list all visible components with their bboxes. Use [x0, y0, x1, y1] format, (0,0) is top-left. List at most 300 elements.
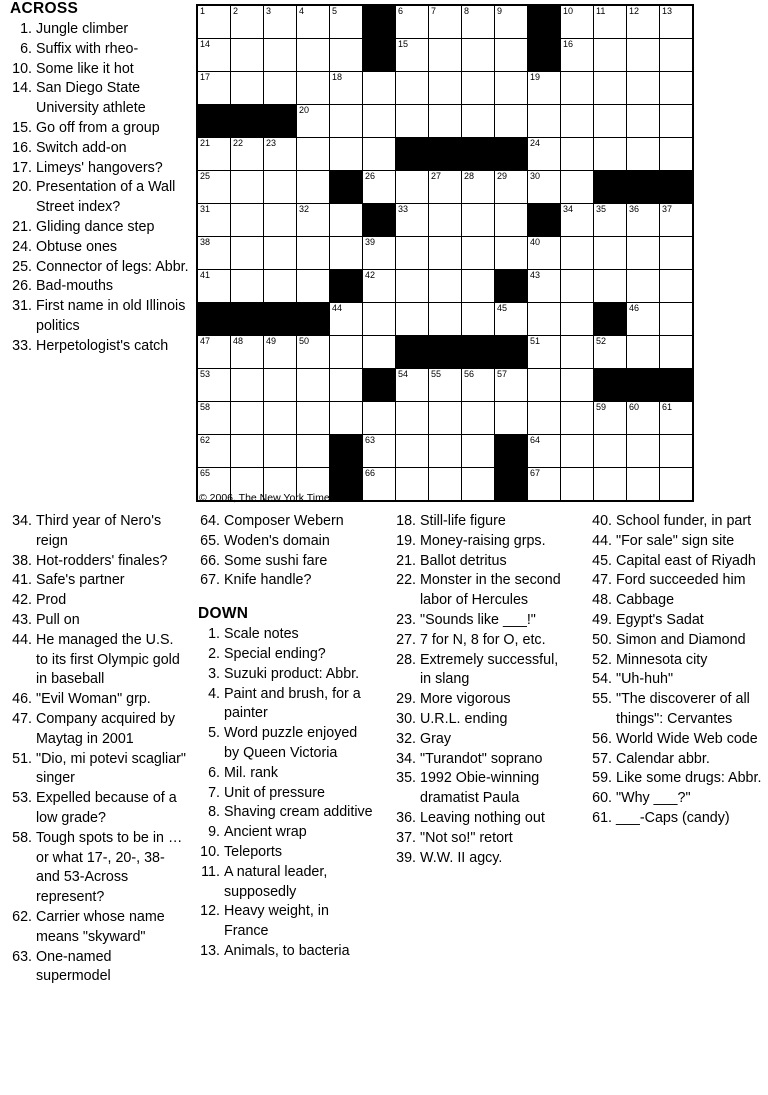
grid-cell[interactable]: [528, 303, 561, 336]
grid-cell[interactable]: [264, 270, 297, 303]
clue-item[interactable]: [196, 532, 374, 552]
grid-cell-block: [660, 369, 694, 402]
clue-item[interactable]: [588, 512, 763, 532]
clue-text: Suffix with rheo-: [36, 40, 139, 57]
clue-item[interactable]: [8, 611, 186, 631]
clue-text: Egypt's Sadat: [616, 611, 704, 628]
grid-cell[interactable]: [594, 237, 627, 270]
grid-cell-block: [264, 303, 297, 336]
grid-cell[interactable]: [495, 39, 528, 72]
grid-cell[interactable]: [197, 72, 231, 105]
grid-cell[interactable]: [330, 39, 363, 72]
grid-cell[interactable]: [627, 402, 660, 435]
grid-cell[interactable]: [627, 39, 660, 72]
clue-text: Still-life figure: [420, 513, 506, 529]
clue-item[interactable]: [392, 532, 570, 552]
grid-cell-block: [627, 171, 660, 204]
grid-cell[interactable]: [363, 270, 396, 303]
grid-cell[interactable]: [462, 72, 495, 105]
clue-item[interactable]: [588, 809, 763, 829]
across-clue-list-part3: [196, 512, 374, 591]
clue-item[interactable]: [8, 750, 186, 790]
clue-item[interactable]: [588, 591, 763, 611]
grid-cell[interactable]: [197, 204, 231, 237]
grid-cell[interactable]: [297, 369, 330, 402]
clue-item[interactable]: [196, 724, 374, 764]
grid-cell[interactable]: [660, 270, 694, 303]
clue-number: 41.: [12, 572, 32, 589]
grid-cell[interactable]: [594, 270, 627, 303]
grid-cell[interactable]: [197, 39, 231, 72]
clue-item[interactable]: [8, 119, 194, 139]
clue-item[interactable]: [392, 611, 570, 631]
down-clue-list-part1: [196, 625, 374, 962]
grid-cell[interactable]: [627, 303, 660, 336]
grid-cell[interactable]: [396, 5, 429, 39]
clue-item[interactable]: [8, 20, 194, 40]
clue-number: 3.: [208, 665, 220, 682]
clue-text: Scale notes: [224, 626, 299, 643]
grid-cell[interactable]: [561, 171, 594, 204]
clue-item[interactable]: [196, 764, 374, 784]
grid-cell[interactable]: [561, 435, 594, 468]
grid-cell[interactable]: [462, 237, 495, 270]
grid-cell[interactable]: [429, 72, 462, 105]
clue-text: 1992 Obie-winning dramatist Paula: [420, 770, 540, 807]
grid-cell[interactable]: [594, 468, 627, 502]
grid-cell[interactable]: [495, 369, 528, 402]
grid-cell[interactable]: [528, 237, 561, 270]
grid-cell[interactable]: [297, 270, 330, 303]
grid-cell[interactable]: [264, 369, 297, 402]
grid-cell[interactable]: [627, 468, 660, 502]
grid-cell[interactable]: [396, 171, 429, 204]
clue-item[interactable]: [8, 178, 194, 218]
grid-cell[interactable]: [330, 402, 363, 435]
grid-cell[interactable]: [528, 72, 561, 105]
clue-item[interactable]: [8, 591, 186, 611]
grid-cell[interactable]: [660, 435, 694, 468]
clue-item[interactable]: [392, 809, 570, 829]
grid-cell[interactable]: [396, 270, 429, 303]
grid-cell[interactable]: [264, 435, 297, 468]
across-clue-list-part2: [8, 512, 186, 987]
grid-cell[interactable]: [429, 5, 462, 39]
clue-item[interactable]: [196, 512, 374, 532]
grid-cell-block: [528, 204, 561, 237]
grid-cell[interactable]: [330, 72, 363, 105]
grid-cell[interactable]: [197, 171, 231, 204]
grid-cell[interactable]: [264, 138, 297, 171]
clue-item[interactable]: [196, 823, 374, 843]
grid-cell[interactable]: [330, 138, 363, 171]
clue-item[interactable]: [196, 863, 374, 903]
clue-item[interactable]: [392, 750, 570, 770]
grid-cell[interactable]: [231, 138, 264, 171]
grid-cell[interactable]: [660, 336, 694, 369]
clue-number: 22.: [396, 572, 416, 589]
clue-item[interactable]: [196, 902, 374, 942]
clue-item[interactable]: [8, 218, 194, 238]
clue-item[interactable]: [8, 60, 194, 80]
grid-cell[interactable]: [627, 5, 660, 39]
grid-cell[interactable]: [396, 402, 429, 435]
grid-cell[interactable]: [197, 369, 231, 402]
grid-cell[interactable]: [594, 204, 627, 237]
clue-item[interactable]: [392, 552, 570, 572]
grid-cell[interactable]: [429, 39, 462, 72]
clue-item[interactable]: [588, 631, 763, 651]
grid-cell[interactable]: [297, 5, 330, 39]
grid-cell[interactable]: [462, 5, 495, 39]
clue-item[interactable]: [392, 571, 570, 611]
clue-item[interactable]: [588, 651, 763, 671]
grid-cell[interactable]: [528, 435, 561, 468]
clue-item[interactable]: [8, 512, 186, 552]
clue-item[interactable]: [196, 843, 374, 863]
clue-item[interactable]: [8, 948, 186, 988]
clue-item[interactable]: [588, 532, 763, 552]
grid-cell[interactable]: [264, 237, 297, 270]
grid-cell[interactable]: [495, 105, 528, 138]
grid-cell[interactable]: [264, 39, 297, 72]
grid-cell[interactable]: [363, 237, 396, 270]
grid-cell[interactable]: [396, 237, 429, 270]
grid-cell[interactable]: [561, 336, 594, 369]
grid-cell[interactable]: [495, 237, 528, 270]
clue-item[interactable]: [392, 631, 570, 651]
grid-cell[interactable]: [297, 39, 330, 72]
grid-cell[interactable]: [462, 270, 495, 303]
clue-item[interactable]: [8, 159, 194, 179]
grid-cell-number: 37: [662, 204, 673, 214]
grid-cell[interactable]: [330, 303, 363, 336]
grid-cell-number: 17: [200, 72, 211, 82]
grid-cell[interactable]: [197, 435, 231, 468]
clue-item[interactable]: [392, 730, 570, 750]
grid-cell[interactable]: [429, 402, 462, 435]
crossword-grid[interactable]: [196, 4, 694, 502]
clue-item[interactable]: [8, 552, 186, 572]
grid-cell[interactable]: [363, 435, 396, 468]
grid-cell[interactable]: [264, 402, 297, 435]
clue-item[interactable]: [392, 512, 570, 532]
grid-cell[interactable]: [197, 237, 231, 270]
grid-cell[interactable]: [231, 171, 264, 204]
grid-cell[interactable]: [660, 39, 694, 72]
clue-item[interactable]: [8, 258, 194, 278]
grid-cell[interactable]: [627, 105, 660, 138]
grid-cell[interactable]: [627, 204, 660, 237]
grid-cell-block: [660, 171, 694, 204]
clue-item[interactable]: [588, 769, 763, 789]
grid-cell[interactable]: [462, 369, 495, 402]
clue-item[interactable]: [8, 710, 186, 750]
clue-item[interactable]: [392, 690, 570, 710]
grid-cell[interactable]: [363, 402, 396, 435]
grid-cell[interactable]: [330, 237, 363, 270]
grid-cell[interactable]: [363, 105, 396, 138]
grid-cell[interactable]: [231, 402, 264, 435]
grid-cell[interactable]: [231, 435, 264, 468]
clue-item[interactable]: [8, 908, 186, 948]
clue-item[interactable]: [588, 611, 763, 631]
copyright-notice: © 2006, The New York Times: [199, 492, 335, 504]
clue-item[interactable]: [196, 625, 374, 645]
clue-item[interactable]: [196, 784, 374, 804]
grid-cell[interactable]: [660, 204, 694, 237]
grid-cell[interactable]: [594, 72, 627, 105]
clue-number: 6.: [20, 40, 32, 57]
clue-text: "Turandot" soprano: [420, 750, 543, 767]
grid-cell[interactable]: [396, 435, 429, 468]
grid-cell-block: [495, 435, 528, 468]
clue-number: 7.: [208, 784, 220, 801]
clue-item[interactable]: [8, 238, 194, 258]
grid-cell[interactable]: [197, 270, 231, 303]
grid-cell[interactable]: [231, 5, 264, 39]
grid-cell[interactable]: [561, 270, 594, 303]
clue-item[interactable]: [8, 139, 194, 159]
grid-cell[interactable]: [660, 402, 694, 435]
grid-cell[interactable]: [495, 171, 528, 204]
grid-cell[interactable]: [297, 72, 330, 105]
grid-cell[interactable]: [528, 369, 561, 402]
grid-cell[interactable]: [231, 204, 264, 237]
grid-cell[interactable]: [363, 72, 396, 105]
grid-cell[interactable]: [297, 237, 330, 270]
clue-item[interactable]: [8, 337, 194, 357]
grid-cell[interactable]: [231, 270, 264, 303]
grid-cell[interactable]: [297, 402, 330, 435]
grid-cell-number: 7: [431, 6, 437, 16]
grid-cell[interactable]: [297, 204, 330, 237]
grid-cell[interactable]: [462, 171, 495, 204]
grid-cell[interactable]: [462, 468, 495, 502]
clue-number: 62.: [12, 908, 32, 925]
clue-item[interactable]: [196, 942, 374, 962]
grid-cell[interactable]: [594, 138, 627, 171]
grid-cell[interactable]: [627, 270, 660, 303]
grid-cell[interactable]: [561, 138, 594, 171]
clue-item[interactable]: [588, 670, 763, 690]
grid-cell[interactable]: [297, 105, 330, 138]
clue-item[interactable]: [588, 789, 763, 809]
grid-cell-block: [330, 270, 363, 303]
grid-cell[interactable]: [297, 435, 330, 468]
grid-cell[interactable]: [330, 369, 363, 402]
clue-item[interactable]: [196, 552, 374, 572]
grid-cell-block: [495, 270, 528, 303]
clue-column-1: [8, 512, 186, 987]
grid-cell[interactable]: [561, 402, 594, 435]
grid-cell[interactable]: [528, 171, 561, 204]
grid-cell[interactable]: [462, 105, 495, 138]
clue-text: First name in old Illinois politics: [36, 298, 186, 334]
grid-cell[interactable]: [264, 72, 297, 105]
grid-cell[interactable]: [495, 72, 528, 105]
clue-item[interactable]: [8, 79, 194, 119]
grid-cell[interactable]: [297, 138, 330, 171]
grid-cell[interactable]: [363, 336, 396, 369]
grid-cell[interactable]: [264, 336, 297, 369]
grid-cell[interactable]: [429, 435, 462, 468]
clue-number: 9.: [208, 824, 220, 841]
grid-cell[interactable]: [594, 5, 627, 39]
grid-cell[interactable]: [561, 72, 594, 105]
grid-cell-block: [197, 105, 231, 138]
grid-cell[interactable]: [660, 303, 694, 336]
clue-item[interactable]: [196, 665, 374, 685]
grid-cell[interactable]: [660, 72, 694, 105]
grid-cell[interactable]: [594, 402, 627, 435]
grid-cell[interactable]: [231, 369, 264, 402]
clue-item[interactable]: [8, 277, 194, 297]
clue-item[interactable]: [588, 730, 763, 750]
grid-cell[interactable]: [660, 5, 694, 39]
grid-cell[interactable]: [561, 105, 594, 138]
clue-text: Ford succeeded him: [616, 572, 746, 589]
clue-text: Special ending?: [224, 645, 326, 662]
grid-cell[interactable]: [495, 303, 528, 336]
clue-item[interactable]: [8, 690, 186, 710]
grid-cell[interactable]: [627, 72, 660, 105]
grid-cell[interactable]: [396, 204, 429, 237]
grid-cell[interactable]: [264, 5, 297, 39]
grid-cell[interactable]: [363, 468, 396, 502]
clue-item[interactable]: [588, 552, 763, 572]
grid-cell[interactable]: [231, 39, 264, 72]
grid-cell[interactable]: [660, 237, 694, 270]
grid-cell[interactable]: [561, 5, 594, 39]
grid-cell[interactable]: [197, 402, 231, 435]
grid-cell[interactable]: [462, 402, 495, 435]
grid-cell-number: 54: [398, 369, 409, 379]
grid-cell[interactable]: [363, 138, 396, 171]
grid-cell[interactable]: [363, 303, 396, 336]
grid-cell[interactable]: [528, 270, 561, 303]
grid-cell[interactable]: [363, 171, 396, 204]
grid-cell[interactable]: [627, 435, 660, 468]
grid-cell[interactable]: [594, 336, 627, 369]
clue-item[interactable]: [392, 829, 570, 849]
grid-cell[interactable]: [660, 138, 694, 171]
clue-item[interactable]: [588, 571, 763, 591]
grid-cell[interactable]: [264, 204, 297, 237]
grid-cell[interactable]: [561, 204, 594, 237]
grid-cell[interactable]: [330, 105, 363, 138]
grid-cell[interactable]: [561, 237, 594, 270]
grid-cell[interactable]: [297, 171, 330, 204]
grid-cell-number: 34: [563, 204, 574, 214]
grid-cell[interactable]: [528, 468, 561, 502]
clue-item[interactable]: [392, 849, 570, 869]
grid-cell[interactable]: [197, 138, 231, 171]
grid-cell[interactable]: [462, 204, 495, 237]
clue-text: Company acquired by Maytag in 2001: [36, 710, 176, 747]
grid-cell[interactable]: [528, 105, 561, 138]
clue-item[interactable]: [8, 631, 186, 690]
grid-cell[interactable]: [528, 336, 561, 369]
grid-cell[interactable]: [429, 369, 462, 402]
grid-cell-number: 35: [596, 204, 607, 214]
clue-text: "The discoverer of all things": Cervantes: [616, 691, 750, 727]
grid-cell[interactable]: [594, 435, 627, 468]
grid-cell[interactable]: [396, 105, 429, 138]
grid-cell[interactable]: [429, 171, 462, 204]
grid-cell[interactable]: [627, 138, 660, 171]
grid-cell[interactable]: [297, 336, 330, 369]
clue-item[interactable]: [8, 297, 194, 337]
grid-cell[interactable]: [330, 204, 363, 237]
grid-cell[interactable]: [429, 270, 462, 303]
clue-item[interactable]: [8, 789, 186, 829]
grid-cell[interactable]: [396, 468, 429, 502]
clue-item[interactable]: [392, 769, 570, 809]
grid-cell[interactable]: [264, 171, 297, 204]
clue-item[interactable]: [588, 750, 763, 770]
grid-cell[interactable]: [462, 435, 495, 468]
clue-item[interactable]: [8, 40, 194, 60]
grid-cell[interactable]: [528, 138, 561, 171]
grid-cell[interactable]: [561, 39, 594, 72]
grid-cell[interactable]: [495, 204, 528, 237]
grid-cell[interactable]: [660, 105, 694, 138]
clue-item[interactable]: [392, 710, 570, 730]
grid-cell[interactable]: [495, 402, 528, 435]
grid-cell[interactable]: [561, 468, 594, 502]
crossword-grid-table[interactable]: [196, 4, 694, 502]
clue-item[interactable]: [196, 803, 374, 823]
grid-cell[interactable]: [594, 105, 627, 138]
grid-cell[interactable]: [330, 5, 363, 39]
grid-cell[interactable]: [429, 204, 462, 237]
clue-item[interactable]: [588, 690, 763, 730]
grid-cell[interactable]: [462, 39, 495, 72]
grid-cell[interactable]: [330, 336, 363, 369]
clue-item[interactable]: [196, 571, 374, 591]
grid-cell[interactable]: [561, 303, 594, 336]
grid-cell[interactable]: [197, 336, 231, 369]
grid-cell[interactable]: [627, 237, 660, 270]
grid-cell[interactable]: [396, 39, 429, 72]
grid-cell[interactable]: [231, 72, 264, 105]
clue-item[interactable]: [392, 651, 570, 691]
grid-cell-number: 25: [200, 171, 211, 181]
grid-cell[interactable]: [462, 303, 495, 336]
grid-cell[interactable]: [197, 5, 231, 39]
grid-cell[interactable]: [429, 303, 462, 336]
grid-cell[interactable]: [396, 303, 429, 336]
grid-cell[interactable]: [594, 39, 627, 72]
grid-cell[interactable]: [396, 72, 429, 105]
clue-item[interactable]: [8, 829, 186, 908]
grid-cell[interactable]: [561, 369, 594, 402]
clue-item[interactable]: [196, 645, 374, 665]
grid-cell[interactable]: [660, 468, 694, 502]
clue-item[interactable]: [8, 571, 186, 591]
grid-cell[interactable]: [429, 237, 462, 270]
grid-cell[interactable]: [429, 468, 462, 502]
grid-cell[interactable]: [396, 369, 429, 402]
grid-cell[interactable]: [627, 336, 660, 369]
grid-cell[interactable]: [231, 336, 264, 369]
grid-cell[interactable]: [429, 105, 462, 138]
grid-cell[interactable]: [231, 237, 264, 270]
clue-item[interactable]: [196, 685, 374, 725]
grid-cell[interactable]: [495, 5, 528, 39]
grid-cell[interactable]: [528, 402, 561, 435]
